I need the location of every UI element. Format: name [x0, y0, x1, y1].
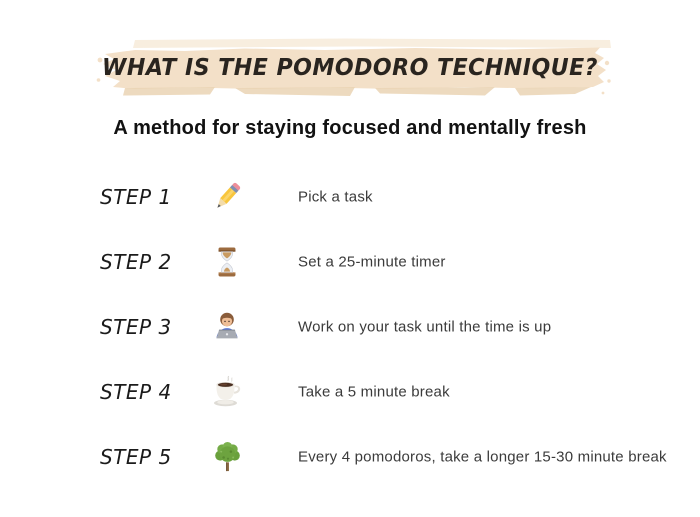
page-subtitle: A method for staying focused and mentally fresh	[113, 117, 587, 139]
step-row-4	[0, 359, 700, 424]
step-row-5	[0, 424, 700, 489]
coffee-icon	[205, 373, 249, 411]
step-row-1	[0, 164, 700, 229]
step-description: Work on your task until the time is up	[298, 318, 552, 335]
step-description: Set a 25-minute timer	[298, 253, 446, 270]
step-label: STEP 4	[100, 379, 172, 404]
page-title: WHAT IS THE POMODORO TECHNIQUE?	[102, 55, 598, 81]
step-label: STEP 5	[100, 444, 172, 469]
step-description: Take a 5 minute break	[298, 383, 450, 400]
step-row-3	[0, 294, 700, 359]
tree-icon	[205, 438, 249, 476]
pencil-icon	[205, 178, 249, 216]
title-block	[95, 36, 615, 102]
technologist-icon	[205, 308, 249, 346]
step-label: STEP 1	[100, 184, 172, 209]
hourglass-icon	[205, 243, 249, 281]
step-row-2	[0, 229, 700, 294]
step-label: STEP 2	[100, 249, 172, 274]
step-description: Pick a task	[298, 188, 373, 205]
step-label: STEP 3	[100, 314, 172, 339]
step-description: Every 4 pomodoros, take a longer 15-30 minute break	[298, 448, 667, 465]
